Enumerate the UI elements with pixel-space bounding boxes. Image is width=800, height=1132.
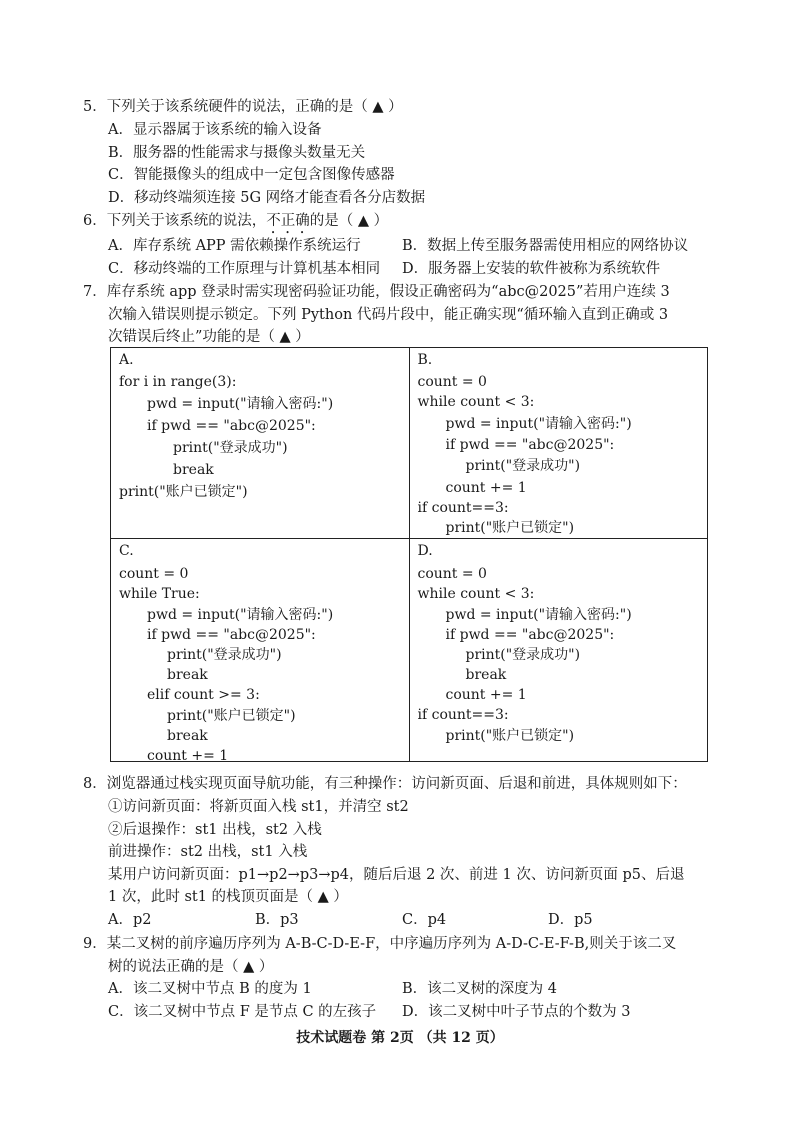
code-line: break xyxy=(465,667,507,683)
code-line: if pwd == "abc@2025": xyxy=(445,437,615,453)
code-line: pwd = input("请输入密码:") xyxy=(147,396,334,412)
code-line: print("账户已锁定") xyxy=(167,708,296,724)
q7-stem-line3: 次错误后终止”功能的是（ ▲ ） xyxy=(108,329,310,345)
q5-option-b: B．服务器的性能需求与摄像头数量无关 xyxy=(108,145,366,161)
q6-stem: 6．下列关于该系统的说法，不正确的是（ ▲ ） xyxy=(83,213,389,229)
code-cell-a xyxy=(111,348,410,539)
code-line: pwd = input("请输入密码:") xyxy=(445,607,632,623)
q9-option-c: C．该二叉树中节点 F 是节点 C 的左孩子 xyxy=(108,1004,377,1020)
code-line: count += 1 xyxy=(147,748,229,764)
code-line: C. xyxy=(119,543,134,559)
q5-option-d: D．移动终端须连接 5G 网络才能查看各分店数据 xyxy=(108,190,426,206)
code-line: count += 1 xyxy=(445,687,527,703)
code-line: elif count >= 3: xyxy=(147,687,260,703)
q9-stem-line2: 树的说法正确的是（ ▲ ） xyxy=(108,959,274,975)
q8-scenario-line1: 某用户访问新页面：p1→p2→p3→p4，随后后退 2 次、前进 1 次、访问新页面 p5、后退 xyxy=(108,867,685,883)
code-line: print("登录成功") xyxy=(173,440,288,456)
code-line: if pwd == "abc@2025": xyxy=(147,418,316,434)
q5-option-c: C．智能摄像头的组成中一定包含图像传感器 xyxy=(108,167,395,183)
q8-option-d: D．p5 xyxy=(548,912,593,928)
q6-option-c: C．移动终端的工作原理与计算机基本相同 xyxy=(108,261,381,277)
q9-option-b: B．该二叉树的深度为 4 xyxy=(402,981,557,997)
code-line: pwd = input("请输入密码:") xyxy=(147,607,334,623)
q7-code-table xyxy=(110,347,708,762)
code-line: while count < 3: xyxy=(417,586,535,602)
code-line: while True: xyxy=(119,586,200,602)
q6-option-b: B．数据上传至服务器需使用相应的网络协议 xyxy=(402,238,689,254)
code-line: for i in range(3): xyxy=(119,374,237,390)
q9-stem-line1: 9．某二叉树的前序遍历序列为 A-B-C-D-E-F，中序遍历序列为 A-D-C-E-F-B,则关于该二叉 xyxy=(83,936,677,952)
code-line: pwd = input("请输入密码:") xyxy=(445,416,632,432)
q6-option-d: D．服务器上安装的软件被称为系统软件 xyxy=(402,261,661,277)
code-line: print("登录成功") xyxy=(465,458,581,474)
code-line: print("登录成功") xyxy=(465,647,581,663)
code-line: count = 0 xyxy=(119,566,189,582)
q9-option-d: D．该二叉树中叶子节点的个数为 3 xyxy=(402,1004,631,1020)
code-cell-b xyxy=(409,348,708,539)
q8-stem: 8．浏览器通过栈实现页面导航功能，有三种操作：访问新页面、后退和前进，具体规则如下： xyxy=(83,776,687,792)
code-cell-c xyxy=(111,539,410,762)
q6-emphasis: 不正确 xyxy=(266,213,310,229)
code-line: while count < 3: xyxy=(417,394,535,410)
q7-stem-line2: 次输入错误则提示锁定。下列 Python 代码片段中，能正确实现“循环输入直到正确或 3 xyxy=(108,307,669,323)
code-line: break xyxy=(173,462,214,478)
q8-rule-3: 前进操作：st2 出栈，st1 入栈 xyxy=(108,844,308,860)
q8-scenario-line2: 1 次，此时 st1 的栈顶页面是（ ▲ ） xyxy=(108,889,348,905)
code-line: print("登录成功") xyxy=(167,647,282,663)
code-line: break xyxy=(167,667,208,683)
code-line: count = 0 xyxy=(417,374,487,390)
code-line: if count==3: xyxy=(417,500,509,516)
page-footer: 技术试题卷 第 2页 （共 12 页） xyxy=(296,1030,504,1046)
q8-option-b: B．p3 xyxy=(255,912,299,928)
q8-rule-1: ①访问新页面：将新页面入栈 st1，并清空 st2 xyxy=(108,799,409,815)
q8-option-a: A．p2 xyxy=(108,912,152,928)
code-line: print("账户已锁定") xyxy=(445,728,575,744)
code-line: B. xyxy=(417,352,433,368)
code-line: A. xyxy=(119,352,134,368)
code-line: break xyxy=(167,728,208,744)
q5-option-a: A．显示器属于该系统的输入设备 xyxy=(108,122,322,138)
code-cell-d xyxy=(409,539,708,762)
q6-option-a: A．库存系统 APP 需依赖操作系统运行 xyxy=(108,238,361,254)
q9-option-a: A．该二叉树中节点 B 的度为 1 xyxy=(108,981,312,997)
code-line: if count==3: xyxy=(417,707,509,723)
q5-stem: 5．下列关于该系统硬件的说法，正确的是（ ▲ ） xyxy=(83,99,403,115)
code-line: count = 0 xyxy=(417,566,487,582)
code-line: D. xyxy=(417,543,433,559)
code-line: print("账户已锁定") xyxy=(445,520,575,536)
code-line: print("账户已锁定") xyxy=(119,484,248,500)
q8-rule-2: ②后退操作：st1 出栈，st2 入栈 xyxy=(108,822,322,838)
code-line: if pwd == "abc@2025": xyxy=(147,627,316,643)
q8-option-c: C．p4 xyxy=(402,912,447,928)
q7-stem-line1: 7．库存系统 app 登录时需实现密码验证功能，假设正确密码为“abc@2025”若用户连续 3 xyxy=(83,284,670,300)
code-line: count += 1 xyxy=(445,480,527,496)
code-line: if pwd == "abc@2025": xyxy=(445,627,615,643)
